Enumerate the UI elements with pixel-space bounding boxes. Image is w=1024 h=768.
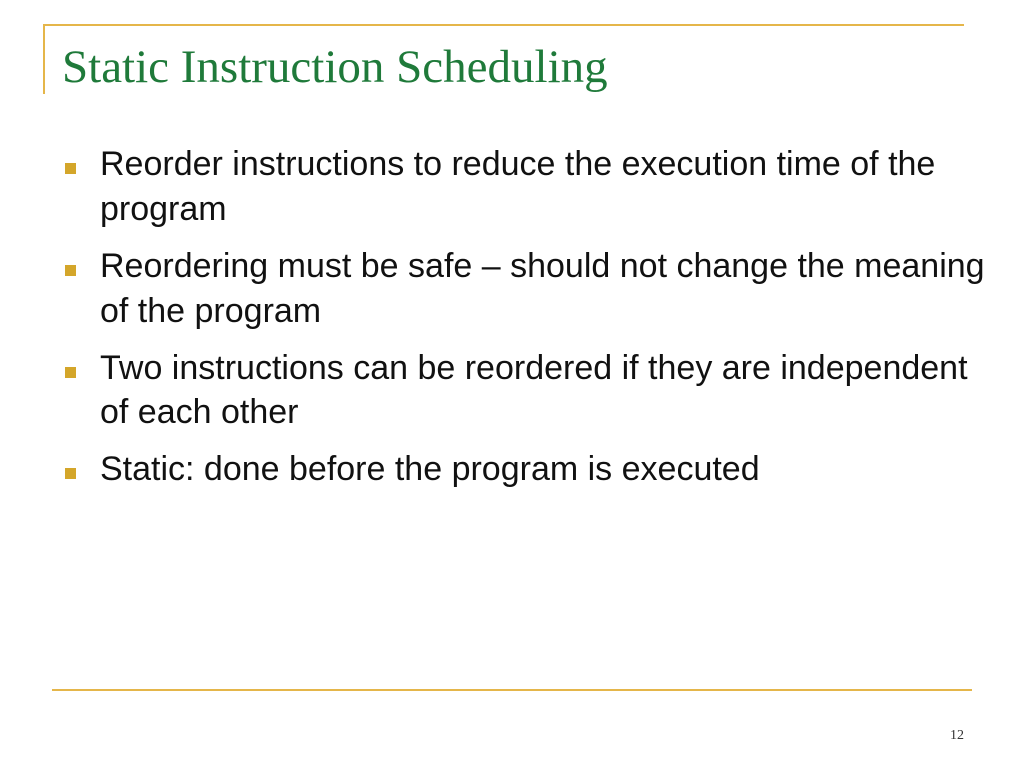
title-frame-left-rule [43,24,45,94]
square-bullet-icon [65,163,76,174]
bullet-list [65,142,985,504]
slide-title: Static Instruction Scheduling [62,41,608,93]
bullet-item [65,346,985,436]
page-number: 12 [950,728,964,743]
bullet-text: Static: done before the program is executed [100,450,760,489]
bullet-item [65,244,985,334]
bullet-text: Two instructions can be reordered if they are independent of each other [100,348,968,432]
bullet-item [65,142,985,232]
square-bullet-icon [65,265,76,276]
square-bullet-icon [65,468,76,479]
footer-rule [52,689,972,691]
title-frame-top-rule [43,24,964,26]
bullet-item [65,447,985,492]
bullet-text: Reordering must be safe – should not change the meaning of the program [100,246,985,330]
square-bullet-icon [65,367,76,378]
bullet-text: Reorder instructions to reduce the execution time of the program [100,145,936,228]
